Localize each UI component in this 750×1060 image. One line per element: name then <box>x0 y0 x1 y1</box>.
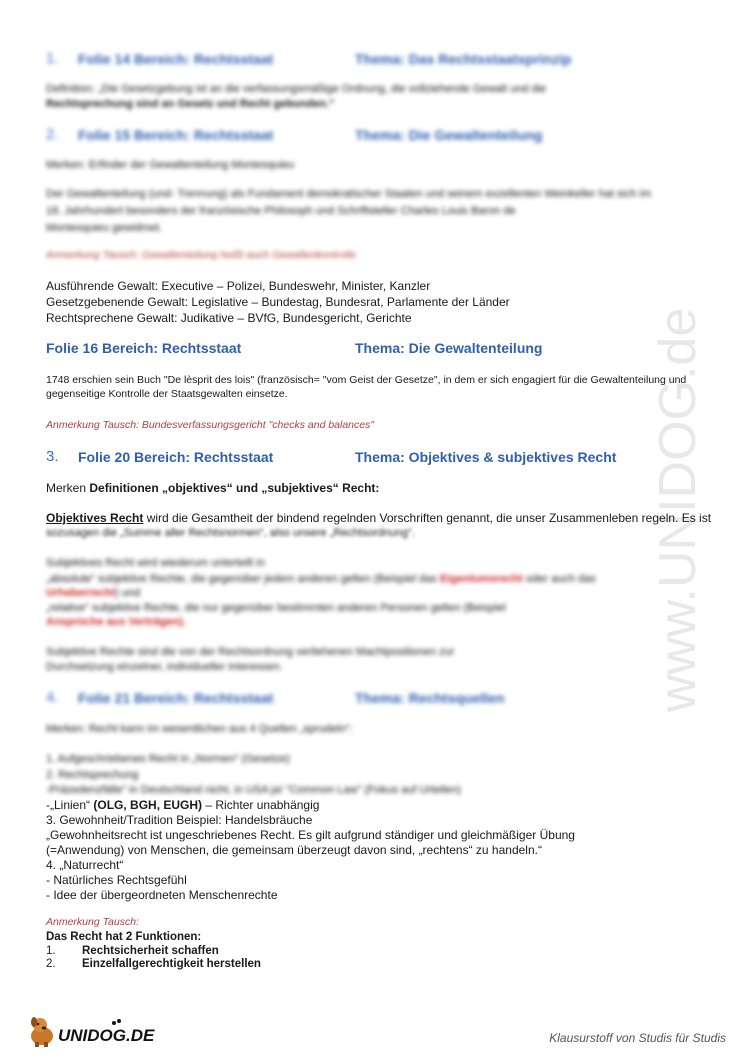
logo-text: UNIDOG.DE <box>58 1026 155 1045</box>
subjektives-recht-line4: „relative“ subjektive Rechte, die nur gegenüber bestimmten anderen Personen gelten (Beispiel <box>46 602 506 614</box>
watermark-text: www.UNIDOG.de <box>649 307 707 713</box>
footer-slogan: Klausurstoff von Studis für Studis <box>549 1031 726 1045</box>
merken-definitions: Definitionen „objektives“ und „subjektives“ Recht: <box>89 481 380 495</box>
merken-prefix: Merken <box>46 481 90 495</box>
section-2-paragraph-line2: 18. Jahrhundert besonders der französische Philosoph und Schriftsteller Charles Louis Baron de <box>46 205 516 217</box>
subjektives-recht-line7: Durchsetzung einzelner, individueller Interessen. <box>46 661 283 673</box>
naturrecht-item-2: - Idee der übergeordneten Menschenrechte <box>46 888 278 902</box>
section-4-note: Anmerkung Tausch: <box>46 916 139 928</box>
section-16-text-line2: gegenseitige Kontrolle der Staatsgewalten einsetze. <box>46 388 288 400</box>
gewalt-exekutive: Ausführende Gewalt: Executive – Polizei, Bundeswehr, Minister, Kanzler <box>46 279 431 293</box>
section-4-thema: Thema: Rechtsquellen <box>355 690 505 706</box>
section-4-folie: Folie 21 Bereich: Rechtsstaat <box>78 690 274 706</box>
subjektives-recht-line5: Ansprüche aus Verträgen). <box>46 616 186 628</box>
linien-courts: (OLG, BGH, EUGH) <box>93 798 203 812</box>
section-1-number: 1. <box>46 50 59 67</box>
gewohnheitsrecht-line2: (=Anwendung) von Menschen, die gemeinsam überzeugt davon sind, „rechtens“ zu handeln.“ <box>46 843 542 857</box>
praezedenzfaelle: -Präzedenzfälle“ in Deutschland nicht, in USA ja! "Common Law" (Fokus auf Urteilen) <box>46 784 461 796</box>
funktionen-title: Das Recht hat 2 Funktionen: <box>46 931 202 943</box>
section-16-text-line1: 1748 erschien sein Buch "De lèsprit des lois" (französisch= "vom Geist der Gesetze", in dem er sich engagiert für die Gewaltenteilung und <box>46 374 687 386</box>
funktion-2: Einzelfallgerechtigkeit herstellen <box>82 958 261 970</box>
oder-auch: oder auch das <box>522 573 596 585</box>
section-1-definition-line2: Rechtsprechung sind an Gesetz und Recht gebunden.“ <box>46 98 335 110</box>
gewalt-legislative: Gesetzgebenende Gewalt: Legislative – Bundestag, Bundesrat, Parlamente der Länder <box>46 295 510 309</box>
gewohnheitsrecht-line1: „Gewohnheitsrecht ist ungeschriebenes Recht. Es gilt aufgrund ständiger und gleichmäßiger Übung <box>46 828 575 842</box>
subjektives-recht-line6: Subjektive Rechte sind die von der Rechtsordnung verliehenen Machtpositionen zur <box>46 646 455 658</box>
und: ) und <box>115 587 141 599</box>
section-2-note: Anmerkung Tausch: Gewaltenteilung heißt auch Gewaltenkontrolle <box>46 249 357 261</box>
section-3-folie: Folie 20 Bereich: Rechtsstaat <box>78 449 274 465</box>
subjektives-recht-line2 <box>46 572 596 586</box>
dog-mascot-icon <box>26 1014 166 1048</box>
gewalt-judikative: Rechtsprechene Gewalt: Judikative – BVfG, Bundesgericht, Gerichte <box>46 311 412 325</box>
subjektives-recht-line3 <box>46 586 140 600</box>
rechtsquelle-3: 3. Gewohnheit/Tradition Beispiel: Handelsbräuche <box>46 813 313 827</box>
rechtsquelle-4: 4. „Naturrecht“ <box>46 858 124 872</box>
section-16-folie: Folie 16 Bereich: Rechtsstaat <box>46 340 242 356</box>
funktion-1: Rechtsicherheit schaffen <box>82 945 219 957</box>
section-2-number: 2. <box>46 126 59 143</box>
section-3-number: 3. <box>46 448 59 465</box>
objektives-recht-line2: sozusagen die „Summe aller Rechtsnormen“, also unsere „Rechtsordnung“. <box>46 527 415 539</box>
linien-rest: – Richter unabhängig <box>202 798 320 812</box>
naturrecht-item-1: - Natürliches Rechtsgefühl <box>46 873 187 887</box>
section-4-merken: Merken: Recht kann im wesentlichen aus 4 Quellen „sprudeln“: <box>46 723 353 735</box>
objektives-recht-line1 <box>46 510 711 526</box>
objektives-recht-term: Objektives Recht <box>46 511 144 525</box>
funktion-2-number: 2. <box>46 958 56 970</box>
funktion-1-number: 1. <box>46 945 56 957</box>
section-3-merken <box>46 480 379 496</box>
unidog-logo <box>26 1014 166 1048</box>
section-2-folie: Folie 15 Bereich: Rechtsstaat <box>78 127 274 143</box>
urheberrecht: Urheberrecht <box>46 587 116 599</box>
section-3-thema: Thema: Objektives & subjektives Recht <box>355 449 617 465</box>
linien-label: -„Linien“ <box>46 798 94 812</box>
eigentumsrecht: Eigentumsrecht <box>439 573 523 585</box>
section-1-folie: Folie 14 Bereich: Rechtsstaat <box>78 51 274 67</box>
subjektives-recht-line1: Subjektives Recht wird wiederum unterteilt in <box>46 557 265 569</box>
section-16-note: Anmerkung Tausch: Bundesverfassungsgericht "checks and balances" <box>46 419 375 431</box>
section-1-definition-line1: Definition: „Die Gesetzgebung ist an die verfassungsmäßige Ordnung, die vollziehende Gewalt und die <box>46 83 547 95</box>
section-2-paragraph-line1: Der Gewaltenteilung (und- Trennung) als Fundament demokratischer Staaten und seinem exzellenten Weinkeller hat sich im <box>46 188 652 200</box>
section-1-thema: Thema: Das Rechtsstaatsprinzip <box>355 51 572 67</box>
objektives-recht-definition: wird die Gesamtheit der bindend regelnden Vorschriften genannt, die unser Zusammenleben regeln. Es ist <box>143 511 712 525</box>
section-2-merken: Merken: Erfinder der Gewaltenteilung Montesquieu <box>46 159 295 171</box>
absolute-rechte: „absolute“ subjektive Rechte, die gegenüber jedem anderen gelten (Beispiel das <box>46 573 440 585</box>
rechtsquelle-1: 1. Aufgeschriebenes Recht in „Normen“ (Gesetze) <box>46 753 290 765</box>
section-2-paragraph-line3: Montesquieu gewidmet. <box>46 222 163 234</box>
section-16-thema: Thema: Die Gewaltenteilung <box>355 340 543 356</box>
linien-line <box>46 797 319 813</box>
rechtsquelle-2: 2. Rechtsprechung <box>46 769 139 781</box>
section-2-thema: Thema: Die Gewaltenteilung <box>355 127 543 143</box>
section-4-number: 4. <box>46 689 59 706</box>
